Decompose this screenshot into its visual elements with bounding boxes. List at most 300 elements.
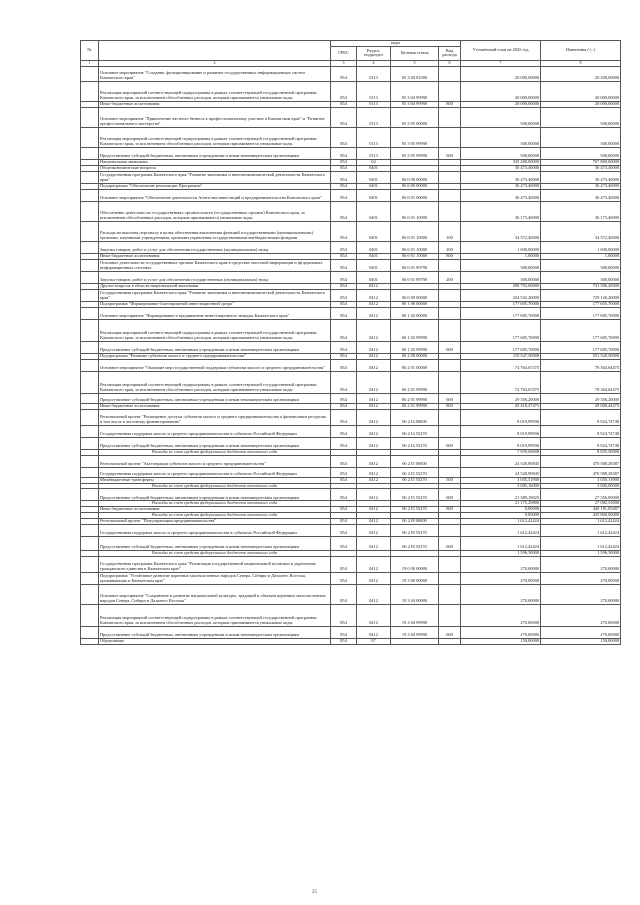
cell-sect: 0412	[357, 455, 391, 467]
cell-target: 06 6 01 10000	[391, 253, 439, 259]
cell-plan: 500,00000	[461, 127, 541, 147]
table-row	[81, 107, 621, 127]
cell-change: 36 173,40000	[541, 201, 621, 221]
cell-plan: 1 612,42424	[461, 536, 541, 550]
cell-target: 06 1 00 00000	[391, 301, 439, 307]
table-row	[81, 536, 621, 550]
cell-name: Закупка товаров, работ и услуг для обеспечения государственных (муниципальных) нужд	[99, 271, 331, 283]
table-row	[81, 171, 621, 183]
cell-grbs: 854	[331, 259, 357, 271]
cell-grbs: 854	[331, 283, 357, 289]
cell-plan: 110 547,50000	[461, 353, 541, 359]
cell-change: 78 364,64475	[541, 359, 621, 371]
cell-plan: 3 005,16000	[461, 483, 541, 489]
table-row	[81, 626, 621, 638]
cell-plan: 21 389,19025	[461, 489, 541, 501]
cell-target: 06 2 01 99990	[391, 371, 439, 393]
cell-target: 06 0 00 00000	[391, 171, 439, 183]
cell-grbs: 854	[331, 271, 357, 283]
cell-target: 06 6 00 00000	[391, 183, 439, 189]
cell-sect: 0412	[357, 409, 391, 425]
cell-target: 05 3 05 99990	[391, 127, 439, 147]
cell-sect: 0412	[357, 353, 391, 359]
cell-sect: 0412	[357, 604, 391, 626]
cell-plan: 270,00000	[461, 572, 541, 584]
cell-change: 34 572,40000	[541, 221, 621, 241]
cell-plan: 177 605,70000	[461, 319, 541, 341]
cell-vr: 800	[439, 507, 461, 513]
cell-sect: 0412	[357, 489, 391, 501]
cell-vr: 200	[439, 271, 461, 283]
cell-sect: 0412	[357, 507, 391, 513]
cell-target: 06 2 I5 55270	[391, 507, 439, 513]
cell-change: 300,00000	[541, 259, 621, 271]
cell-vr	[439, 572, 461, 584]
cell-name: Государственная поддержка малого и среднего предпринимательства в субъектах Российской Федерации	[99, 524, 331, 536]
cell-grbs: 854	[331, 371, 357, 393]
cell-name: Региональный проект "Популяризация предпринимательства"	[99, 518, 331, 524]
cell-name: Закупка товаров, работ и услуг для обеспечения государственных (муниципальных) нужд	[99, 241, 331, 253]
cell-plan: 36 473,40000	[461, 183, 541, 189]
table-row	[81, 271, 621, 283]
cell-vr: 600	[439, 393, 461, 403]
cell-vr	[439, 371, 461, 393]
cell-name: Государственная программа Камчатского края "Развитие экономики и внешнеэкономической деятельности Камчатского края"	[99, 171, 331, 183]
cell-plan: 8 019,99596	[461, 437, 541, 449]
cell-sect: 04	[357, 159, 391, 165]
cell-name: Региональный проект "Акселерация субъектов малого и среднего предпринимательства"	[99, 455, 331, 467]
cell-vr	[439, 467, 461, 477]
cell-grbs: 854	[331, 319, 357, 341]
cell-grbs: 854	[331, 638, 357, 644]
cell-plan: 1,00000	[461, 253, 541, 259]
cell-grbs: 854	[331, 507, 357, 513]
table-row	[81, 241, 621, 253]
cell-grbs: 854	[331, 127, 357, 147]
cell-plan: 21 175,29800	[461, 501, 541, 507]
cell-target: 06 2 01 99990	[391, 403, 439, 409]
cell-vr: 800	[439, 101, 461, 107]
table-row	[81, 638, 621, 644]
cell-target: 19 3 00 00000	[391, 572, 439, 584]
cell-target: 06 2 I5 55270	[391, 477, 439, 483]
cell-change: 551 520,50000	[541, 353, 621, 359]
cell-target: 06 2 I4 00000	[391, 409, 439, 425]
cell-num	[81, 638, 99, 644]
cell-change: 36 473,40000	[541, 171, 621, 183]
table-row	[81, 572, 621, 584]
cell-sect: 0412	[357, 289, 391, 301]
cell-sect: 0113	[357, 127, 391, 147]
cell-change: 1 612,42424	[541, 518, 621, 524]
cell-target: 06 1 02 99990	[391, 341, 439, 353]
cell-grbs: 854	[331, 572, 357, 584]
cell-vr: 800	[439, 403, 461, 409]
cell-vr: 600	[439, 489, 461, 501]
cell-name: Подпрограмма "Обеспечение реализации Программы"	[99, 183, 331, 189]
cell-grbs: 854	[331, 467, 357, 477]
cell-name: Реализация мероприятий соответствующей подпрограммы в рамках соответствующей государственной программы Камчатского края, за исключением обособленных расходов, которым присваиваются уникальные коды	[99, 127, 331, 147]
cell-name: Подпрограмма "Развитие субъектов малого и среднего предпринимательства"	[99, 353, 331, 359]
cell-grbs: 854	[331, 81, 357, 101]
cell-plan: 36 173,40000	[461, 201, 541, 221]
col-plan-header: Уточнённый план на 2025 год	[461, 41, 541, 61]
cell-num	[81, 319, 99, 341]
table-row	[81, 66, 621, 81]
cell-name: Подпрограмма "Устойчивое развитие коренных малочисленных народов Севера, Сибири и Дальнего Востока, проживающих в Камчатском крае"	[99, 572, 331, 584]
cell-plan: 20 000,00000	[461, 101, 541, 107]
cell-target	[391, 638, 439, 644]
cell-target: 06 2 I8 55270	[391, 524, 439, 536]
cell-num	[81, 66, 99, 81]
cell-plan: 300,00000	[461, 271, 541, 283]
cell-grbs: 854	[331, 159, 357, 165]
cell-name: Иные бюджетные ассигнования	[99, 507, 331, 513]
cell-change: 27 082,53000	[541, 501, 621, 507]
cell-name: Региональный проект "Расширение доступа субъектов малого и среднего предпринимательства к финансовым ресурсам, в том числе к льготному финансированию"	[99, 409, 331, 425]
cell-num	[81, 524, 99, 536]
table-row	[81, 259, 621, 271]
cell-sect: 0412	[357, 341, 391, 353]
cell-name: Предоставление субсидий бюджетным, автономным учреждениям и иным некоммерческим организациям	[99, 393, 331, 403]
cell-name: Предоставление субсидий бюджетным, автономным учреждениям и иным некоммерческим организациям	[99, 536, 331, 550]
cell-name: Государственная программа Камчатского края "Развитие экономики и внешнеэкономической деятельности Камчатского края"	[99, 289, 331, 301]
cell-grbs: 854	[331, 359, 357, 371]
table-row	[81, 425, 621, 437]
cell-target: 06 1 02 00000	[391, 307, 439, 319]
cell-plan: 29 356,20000	[461, 393, 541, 403]
table-row	[81, 409, 621, 425]
cell-sect: 0412	[357, 307, 391, 319]
cell-vr: 600	[439, 536, 461, 550]
cell-change: 270,00000	[541, 626, 621, 638]
cell-change: 8 835,50000	[541, 449, 621, 455]
cell-vr: 800	[439, 253, 461, 259]
cell-sect: 0412	[357, 371, 391, 393]
cell-change: 36 473,40000	[541, 189, 621, 201]
cell-target: 06 6 01 10000	[391, 241, 439, 253]
cell-name: Подпрограмма "Формирование благоприятной инвестиционной среды"	[99, 301, 331, 307]
cell-grbs: 854	[331, 307, 357, 319]
cell-sect: 0412	[357, 467, 391, 477]
col-change-header: Изменения (+,-)	[541, 41, 621, 61]
cell-num	[81, 359, 99, 371]
cell-name: Основное мероприятие "Привлечение частного бизнеса к профессиональному участию в Камчатском крае" и "Развитие профессионального мастерства"	[99, 107, 331, 127]
cell-num	[81, 189, 99, 201]
cell-vr	[439, 171, 461, 183]
table-row	[81, 393, 621, 403]
cell-sect: 0401	[357, 183, 391, 189]
cell-plan: 300,00000	[461, 259, 541, 271]
cell-name: Предоставление субсидий бюджетным, автономным учреждениям и иным некоммерческим организациям	[99, 489, 331, 501]
cell-plan: 177 605,70000	[461, 341, 541, 353]
cell-name: Основное деятельности государственных органов Камчатского края в средствах массовой информации и федеральных информационных системах	[99, 259, 331, 271]
cell-plan: 24 520,90845	[461, 455, 541, 467]
cell-target: 19 3 04 99990	[391, 604, 439, 626]
cell-sect: 0412	[357, 518, 391, 524]
cell-grbs: 854	[331, 165, 357, 171]
cell-plan: 1 600,00000	[461, 241, 541, 253]
cell-vr	[439, 604, 461, 626]
cell-change: 3 000,00000	[541, 483, 621, 489]
cell-num	[81, 393, 99, 403]
cell-target: 05 3 05 00000	[391, 107, 439, 127]
cell-grbs: 854	[331, 409, 357, 425]
cell-plan: 0,00000	[461, 507, 541, 513]
cell-name: Основное мероприятие "Формирование и продвижение инвестиционного имиджа Камчатского края"	[99, 307, 331, 319]
cell-plan: 20 000,00000	[461, 66, 541, 81]
cell-sect: 0412	[357, 359, 391, 371]
cell-target: 06 0 00 00000	[391, 289, 439, 301]
cell-target: 06 6 01 99790	[391, 259, 439, 271]
cell-vr: 600	[439, 626, 461, 638]
cell-target: 05 3 04 99990	[391, 101, 439, 107]
cell-sect: 0412	[357, 572, 391, 584]
cell-plan: 177 605,70000	[461, 301, 541, 307]
cell-vr	[439, 307, 461, 319]
table-row	[81, 319, 621, 341]
cell-num	[81, 455, 99, 467]
cell-name: Межбюджетные трансферты	[99, 477, 331, 483]
cell-name: Предоставление субсидий бюджетным, автономным учреждениям и иным некоммерческим организациям	[99, 341, 331, 353]
cell-num	[81, 201, 99, 221]
codes-group-header: коды	[331, 41, 461, 47]
cell-name: Государственная программа Камчатского края "Реализация государственной национальной политики и укрепление гражданского единства в Камчатском крае"	[99, 556, 331, 572]
cell-num	[81, 467, 99, 477]
cell-plan: 500,00000	[461, 147, 541, 159]
index-cell: 6	[439, 60, 461, 66]
cell-name: Реализация мероприятий соответствующей подпрограммы в рамках соответствующей государственной программы Камчатского края, за исключением обособленных расходов, которым присваиваются уникальные коды	[99, 371, 331, 393]
cell-plan: 270,00000	[461, 556, 541, 572]
cell-plan: 7 939,69600	[461, 449, 541, 455]
cell-vr	[439, 189, 461, 201]
cell-grbs: 854	[331, 107, 357, 127]
cell-sect: 0412	[357, 283, 391, 289]
cell-change: 270,00000	[541, 604, 621, 626]
table-row	[81, 289, 621, 301]
cell-sect: 0412	[357, 584, 391, 604]
cell-sect: 0401	[357, 189, 391, 201]
cell-num	[81, 556, 99, 572]
cell-sect: 0412	[357, 556, 391, 572]
cell-sect: 0113	[357, 147, 391, 159]
cell-plan: 298 792,60000	[461, 283, 541, 289]
cell-vr	[439, 66, 461, 81]
cell-sect: 0401	[357, 201, 391, 221]
cell-change: 8 924,74748	[541, 425, 621, 437]
index-cell: 3	[331, 60, 357, 66]
cell-num	[81, 489, 99, 501]
cell-plan: 8 019,99596	[461, 409, 541, 425]
cell-num	[81, 307, 99, 319]
cell-num	[81, 409, 99, 425]
cell-sect: 0113	[357, 66, 391, 81]
cell-vr	[439, 455, 461, 467]
cell-change: 500,00000	[541, 107, 621, 127]
cell-sect: 0401	[357, 221, 391, 241]
budget-table	[80, 40, 621, 645]
cell-plan: 1 612,42424	[461, 518, 541, 524]
cell-plan: 45 418,47475	[461, 403, 541, 409]
cell-change: 27 356,09000	[541, 489, 621, 501]
cell-name: Расходы за счет средств федерального бюджета отчетного года	[99, 513, 331, 519]
table-row	[81, 147, 621, 159]
index-cell: 2	[99, 60, 331, 66]
cell-change: 1 612,42424	[541, 536, 621, 550]
cell-plan: 150,00000	[461, 638, 541, 644]
cell-grbs: 854	[331, 524, 357, 536]
cell-plan: 34 572,40000	[461, 221, 541, 241]
table-row	[81, 489, 621, 501]
cell-num	[81, 572, 99, 584]
cell-num	[81, 437, 99, 449]
cell-grbs: 854	[331, 241, 357, 253]
cell-plan: 270,00000	[461, 604, 541, 626]
cell-vr: 200	[439, 241, 461, 253]
table-row	[81, 467, 621, 477]
cell-name: Предоставление субсидий бюджетным, автономным учреждениям и иным некоммерческим организациям	[99, 147, 331, 159]
cell-num	[81, 107, 99, 127]
cell-vr	[439, 425, 461, 437]
cell-sect: 0401	[357, 241, 391, 253]
cell-name: Предоставление субсидий бюджетным, автономным учреждениям и иным некоммерческим организациям	[99, 437, 331, 449]
cell-change: 470 588,28387	[541, 467, 621, 477]
cell-grbs: 854	[331, 556, 357, 572]
cell-name: Государственная поддержка малого и среднего предпринимательства в субъектах Российской Федерации	[99, 425, 331, 437]
cell-target: 06 1 02 99990	[391, 319, 439, 341]
cell-target: 06 2 I4 55270	[391, 437, 439, 449]
cell-target: 05 3 04 99990	[391, 81, 439, 101]
cell-change: 177 605,70000	[541, 307, 621, 319]
col-grbs-header: ГРБС	[331, 46, 357, 60]
cell-target: 06 2 I5 00000	[391, 455, 439, 467]
cell-plan: 270,00000	[461, 626, 541, 638]
cell-grbs: 854	[331, 301, 357, 307]
cell-target: 19 3 04 00000	[391, 584, 439, 604]
cell-plan: 1 596,30000	[461, 550, 541, 556]
cell-grbs: 854	[331, 201, 357, 221]
cell-name: Основное мероприятие "Обеспечение деятельности Агентства инвестиций и предпринимательства Камчатского края"	[99, 189, 331, 201]
col-vr-header: Вид расхода	[439, 46, 461, 60]
cell-num	[81, 341, 99, 353]
cell-sect: 0401	[357, 253, 391, 259]
cell-sect: 0401	[357, 271, 391, 283]
cell-name: Реализация мероприятий соответствующей подпрограммы в рамках соответствующей государственной программы Камчатского края, за исключением обособленных расходов, которым присваиваются уникальные коды	[99, 81, 331, 101]
cell-change: 20 200,00000	[541, 66, 621, 81]
cell-num	[81, 371, 99, 393]
cell-vr: 600	[439, 437, 461, 449]
col-section-header: Раздел, подраздел	[357, 46, 391, 60]
table-row	[81, 359, 621, 371]
cell-grbs: 854	[331, 147, 357, 159]
cell-target: 06 6 01 99790	[391, 271, 439, 283]
cell-sect: 0412	[357, 301, 391, 307]
cell-target: 06 2 I8 00000	[391, 518, 439, 524]
table-row	[81, 584, 621, 604]
table-row	[81, 524, 621, 536]
cell-plan: 177 605,70000	[461, 307, 541, 319]
cell-plan: 254 532,20000	[461, 289, 541, 301]
cell-sect: 0412	[357, 536, 391, 550]
cell-plan: 20 000,00000	[461, 81, 541, 101]
cell-num	[81, 536, 99, 550]
cell-target: 06 2 I5 55270	[391, 467, 439, 477]
cell-grbs: 854	[331, 425, 357, 437]
cell-change: 500,00000	[541, 147, 621, 159]
cell-change: 36 473,40000	[541, 165, 621, 171]
cell-vr	[439, 638, 461, 644]
cell-name: Национальная экономика	[99, 159, 331, 165]
cell-sect: 0412	[357, 437, 391, 449]
cell-grbs: 854	[331, 403, 357, 409]
cell-name: Расходы за счет средств федерального бюджета отчетного года	[99, 483, 331, 489]
cell-target: 05 3 05 99990	[391, 147, 439, 159]
cell-change: 3 050,13900	[541, 477, 621, 483]
cell-name: Основное мероприятие "Сохранение и развитие национальной культуры, традиций и обычаев коренных малочисленных народов Севера, Сибири и Дальнего Востока"	[99, 584, 331, 604]
cell-plan: 3 035,51900	[461, 477, 541, 483]
cell-grbs: 854	[331, 101, 357, 107]
cell-num	[81, 425, 99, 437]
cell-plan: 0,00000	[461, 513, 541, 519]
cell-change: 20 000,00000	[541, 101, 621, 107]
cell-plan: 1 612,42424	[461, 524, 541, 536]
cell-vr	[439, 107, 461, 127]
cell-sect: 0412	[357, 393, 391, 403]
table-row	[81, 221, 621, 241]
cell-change: 500,00000	[541, 127, 621, 147]
cell-plan: 74 764,67475	[461, 371, 541, 393]
cell-sect: 0412	[357, 403, 391, 409]
cell-name: Расходы за счет средств федерального бюджета отчетного года	[99, 550, 331, 556]
cell-vr	[439, 584, 461, 604]
cell-vr	[439, 259, 461, 271]
cell-name: Расходы за счет средств федерального бюджета отчетного года	[99, 501, 331, 507]
cell-sect: 0113	[357, 81, 391, 101]
cell-grbs: 854	[331, 183, 357, 189]
cell-num	[81, 271, 99, 283]
cell-change: 440 181,05487	[541, 507, 621, 513]
cell-target: 05 3 04 01000	[391, 66, 439, 81]
cell-grbs: 854	[331, 289, 357, 301]
cell-sect: 0401	[357, 165, 391, 171]
cell-vr	[439, 127, 461, 147]
page-number: 25	[312, 890, 317, 895]
cell-change: 177 605,70000	[541, 341, 621, 353]
cell-sect: 0113	[357, 107, 391, 127]
cell-plan: 36 473,40000	[461, 171, 541, 183]
index-cell: 4	[357, 60, 391, 66]
cell-change: 20 000,00000	[541, 81, 621, 101]
cell-name: Иные бюджетные ассигнования	[99, 101, 331, 107]
cell-sect: 0412	[357, 425, 391, 437]
cell-grbs: 854	[331, 189, 357, 201]
cell-change: 177 605,70000	[541, 319, 621, 341]
cell-sect: 0412	[357, 319, 391, 341]
cell-change: 729 126,20000	[541, 289, 621, 301]
col-num-header: №	[81, 41, 99, 61]
cell-sect: 0412	[357, 626, 391, 638]
cell-target: 19 3 04 99990	[391, 626, 439, 638]
cell-change: 270,00000	[541, 556, 621, 572]
cell-sect: 0113	[357, 101, 391, 107]
cell-vr	[439, 409, 461, 425]
cell-num	[81, 584, 99, 604]
cell-vr	[439, 359, 461, 371]
cell-change: 1 600,00000	[541, 241, 621, 253]
cell-name: Расходы за счет средств федерального бюджета отчетного года	[99, 449, 331, 455]
cell-vr: 500	[439, 477, 461, 483]
cell-change: 150,00000	[541, 638, 621, 644]
